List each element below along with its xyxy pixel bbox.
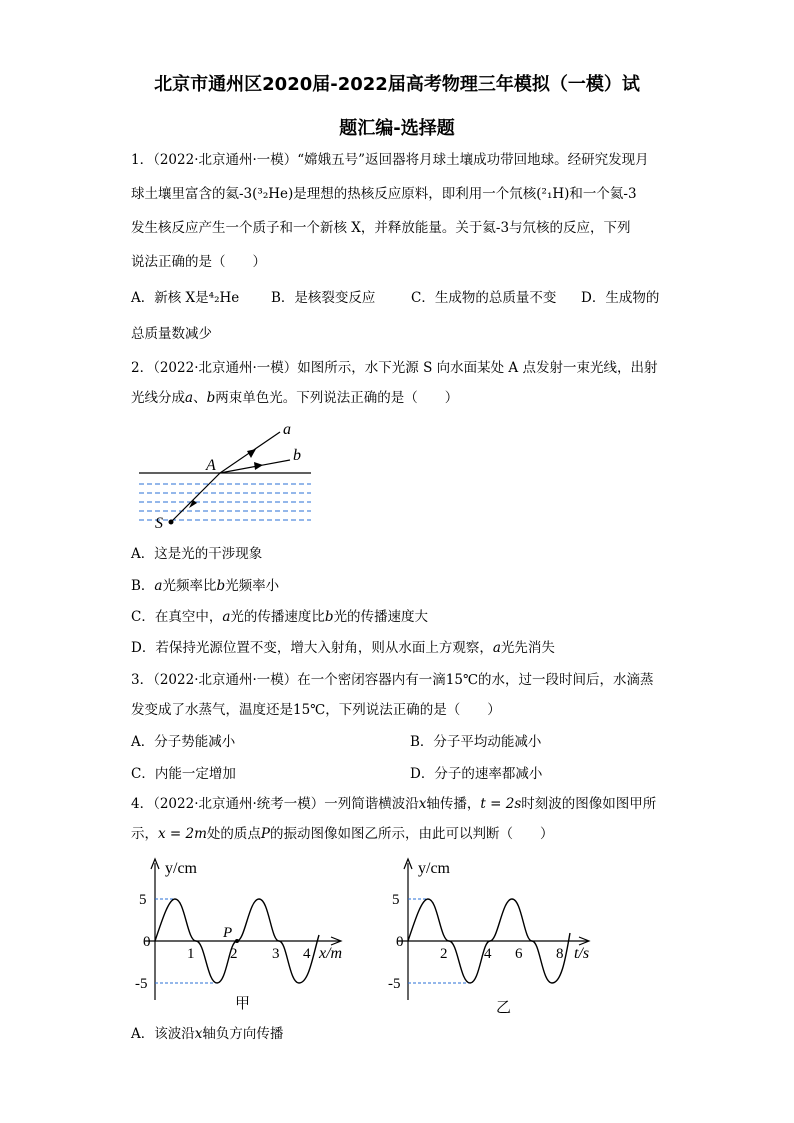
q3-option-a[interactable]: A．分子势能减小 [131, 734, 236, 750]
t-tick-8: 8 [556, 946, 564, 962]
y-tick-0: 0 [396, 934, 404, 950]
q3-line2: 发变成了水蒸气，温度还是15℃，下列说法正确的是（ ） [131, 702, 501, 718]
q2-line1: 2．（2022·北京通州·一模）如图所示，水下光源 S 向水面某处 A 点发射一束光线，出射 [131, 360, 658, 376]
q4-line1: 4．（2022·北京通州·统考一模）一列简谐横波沿x轴传播，t = 2s时刻波的图像如图甲所 [131, 796, 657, 812]
he3-isotope: (³₂He) [252, 186, 294, 202]
t-axis-label: t/s [574, 945, 590, 962]
t-tick-2: 2 [440, 946, 448, 962]
y-axis-label: y/cm [165, 860, 197, 877]
y-axis-label: y/cm [418, 860, 450, 877]
q1-line3: 发生核反应产生一个质子和一个新核 X，并释放能量。关于氦-3与氘核的反应，下列 [131, 220, 631, 236]
q1-option-d[interactable]: D．生成物的 [581, 290, 660, 306]
caption-yi: 乙 [496, 1000, 512, 1016]
refraction-diagram [135, 420, 325, 530]
q1-option-a[interactable]: A．新核 X是⁴₂He [131, 290, 240, 306]
q1-option-b[interactable]: B．是核裂变反应 [271, 290, 376, 306]
y-tick-neg5: -5 [135, 976, 148, 992]
t-tick-4: 4 [484, 946, 492, 962]
wave-graph-jia [135, 855, 375, 1015]
q2-line2: 光线分成a、b两束单色光。下列说法正确的是（ ） [131, 390, 459, 406]
q4-line2: 示，x = 2m处的质点P的振动图像如图乙所示，由此可以判断（ ） [131, 826, 554, 842]
q3-line1: 3．（2022·北京通州·一模）在一个密闭容器内有一滴15℃的水，过一段时间后，水滴蒸 [131, 672, 654, 688]
x-tick-3: 3 [272, 946, 280, 962]
q2-option-c[interactable]: C．在真空中，a光的传播速度比b光的传播速度大 [131, 609, 429, 625]
x-axis-label: x/m [319, 945, 343, 962]
label-A: A [206, 457, 216, 474]
q2-option-a[interactable]: A．这是光的干涉现象 [131, 546, 263, 562]
page-title-line1: 北京市通州区2020届-2022届高考物理三年模拟（一模）试 [154, 74, 640, 95]
q1-option-c[interactable]: C．生成物的总质量不变 [411, 290, 557, 306]
q3-option-d[interactable]: D．分子的速率都减小 [410, 766, 543, 782]
q1-option-d-cont: 总质量数减少 [131, 326, 212, 342]
label-S: S [155, 515, 163, 530]
h2-isotope: (²₁H) [536, 186, 570, 202]
q3-option-b[interactable]: B．分子平均动能减小 [410, 734, 542, 750]
q1-line2: 球土壤里富含的氦-3(³₂He)是理想的热核反应原料，即利用一个氘核(²₁H)和一个氦-3 [131, 186, 637, 202]
t-tick-6: 6 [515, 946, 523, 962]
y-tick-5: 5 [139, 892, 147, 908]
page-title-line2: 题汇编-选择题 [339, 118, 455, 139]
y-tick-5: 5 [392, 892, 400, 908]
q3-option-c[interactable]: C．内能一定增加 [131, 766, 236, 782]
y-tick-0: 0 [143, 934, 151, 950]
y-tick-neg5: -5 [388, 976, 401, 992]
caption-jia: 甲 [235, 996, 251, 1012]
x-tick-2: 2 [230, 946, 238, 962]
x-tick-4: 4 [303, 946, 311, 962]
x-tick-1: 1 [187, 946, 195, 962]
q4-option-a[interactable]: A．该波沿x轴负方向传播 [131, 1026, 284, 1042]
point-P: P [223, 925, 233, 941]
q1-line1: 1．（2022·北京通州·一模）“嫦娥五号”返回器将月球土壤成功带回地球。经研究发现月 [131, 152, 649, 168]
label-a: a [283, 421, 291, 438]
vibration-graph-yi [388, 855, 618, 1020]
q2-option-b[interactable]: B．a光频率比b光频率小 [131, 578, 280, 594]
label-b: b [293, 447, 301, 464]
q1-line4: 说法正确的是（ ） [131, 254, 266, 270]
q2-option-d[interactable]: D．若保持光源位置不变，增大入射角，则从水面上方观察，a光先消失 [131, 640, 555, 656]
